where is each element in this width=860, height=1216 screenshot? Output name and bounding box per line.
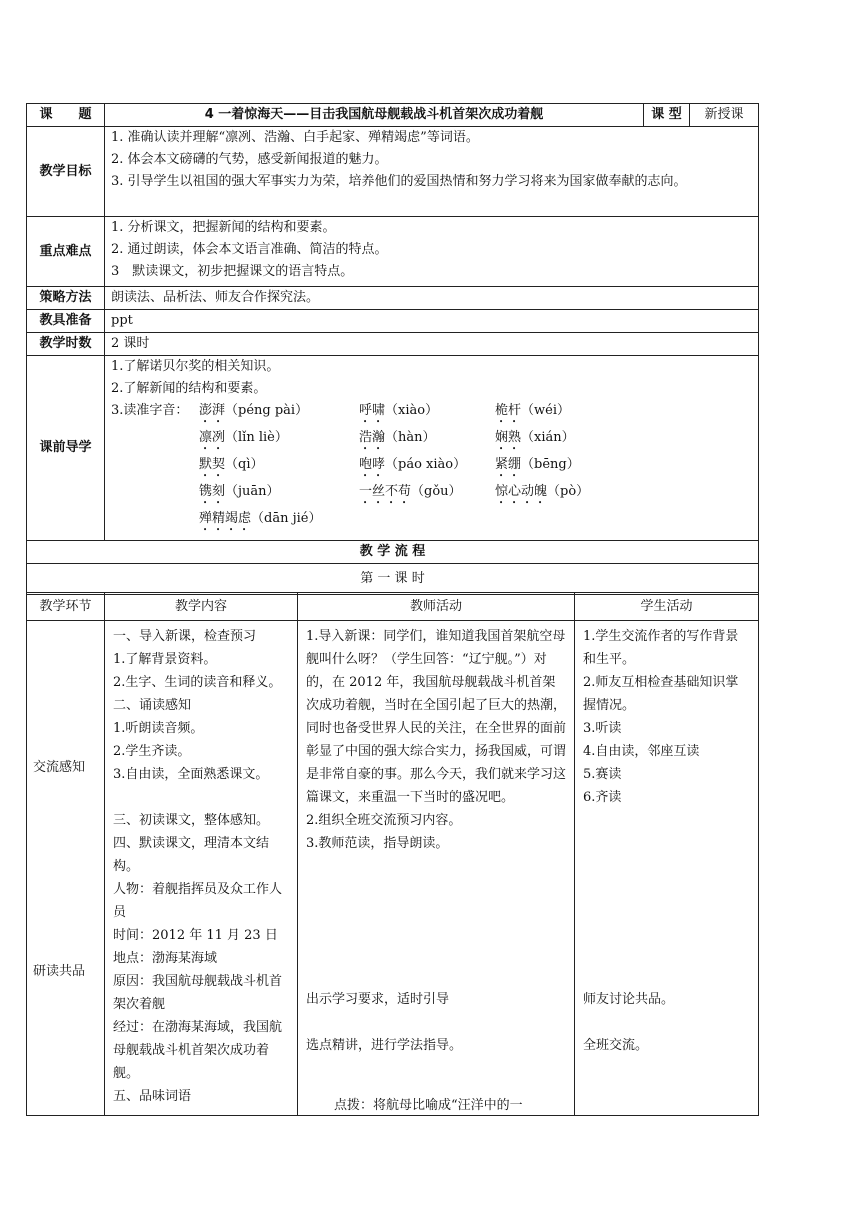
vocab-grid xyxy=(111,400,758,540)
key-label: 重点难点 xyxy=(27,217,105,287)
goal-1: 1. 准确认读并理解“凛冽、浩瀚、白手起家、殚精竭虑”等词语。 xyxy=(111,130,479,145)
header-content: 教学内容 xyxy=(105,593,298,621)
vocab-item: 镌刻（juān） xyxy=(199,484,280,499)
teacher-activity-2: 出示学习要求，适时引导 xyxy=(306,992,450,1007)
lesson-info-table xyxy=(26,103,759,595)
vocab-item: 殚精竭虑（dān jié） xyxy=(199,511,322,526)
goal-2: 2. 体会本文磅礴的气势，感受新闻报道的魅力。 xyxy=(111,152,388,167)
teaching-flow-table xyxy=(26,592,759,1116)
student-cell xyxy=(575,621,759,1116)
teacher-activity-3: 选点精讲，进行学法指导。 xyxy=(306,1038,463,1053)
vocab-item: 默契（qì） xyxy=(199,457,264,472)
preview-label: 课前导学 xyxy=(27,356,105,541)
preview-item-1: 1.了解诺贝尔奖的相关知识。 xyxy=(111,359,280,374)
header-stage: 教学环节 xyxy=(27,593,105,621)
header-teacher: 教师活动 xyxy=(298,593,575,621)
teacher-cell xyxy=(298,621,575,1116)
course-label: 课 题 xyxy=(27,104,105,127)
period-title: 第 一 课 时 xyxy=(27,564,759,595)
key-point-2: 2. 通过朗读，体会本文语言准确、简洁的特点。 xyxy=(111,242,388,257)
vocab-item: 惊心动魄（pò） xyxy=(495,484,590,499)
goals-cell xyxy=(105,127,759,217)
hours-value: 2 课时 xyxy=(105,333,759,356)
key-point-3: 3 默读课文，初步把握课文的语言特点。 xyxy=(111,264,354,279)
header-student: 学生活动 xyxy=(575,593,759,621)
key-cell xyxy=(105,217,759,287)
vocab-intro: 3.读准字音： xyxy=(111,403,189,418)
vocab-item: 娴熟（xián） xyxy=(495,430,575,445)
student-activity-2: 师友讨论共品。 xyxy=(583,992,675,1007)
key-point-1: 1. 分析课文，把握新闻的结构和要素。 xyxy=(111,220,336,235)
stage-2: 研读共品 xyxy=(33,964,86,979)
preview-item-2: 2.了解新闻的结构和要素。 xyxy=(111,381,267,396)
vocab-item: 凛冽（lǐn liè） xyxy=(199,430,288,445)
type-label: 课 型 xyxy=(644,104,690,127)
teacher-activity-1: 1.导入新课：同学们，谁知道我国首架航空母舰叫什么呀？（学生回答：“辽宁舰。”）对的，在 2012 年，我国航母舰载战斗机首架次成功着舰，当时在全国引起了巨大的热潮，同时也备受世界人民的关注，在全世界的面前彰显了中国的强大综合实力，扬我国威，可谓是非常自豪的事。那么今天，我们就来学习这篇课文，来重温一下当时的盛况吧。 2.组织全班交流预习内容。 3.教师范读，指导朗读。 xyxy=(306,629,567,851)
flow-title: 教 学 流 程 xyxy=(27,541,759,564)
content-cell xyxy=(105,621,298,1116)
course-title: 4 一着惊海天——目击我国航母舰载战斗机首架次成功着舰 xyxy=(105,104,644,127)
vocab-item: 澎湃（péng pài） xyxy=(199,403,309,418)
vocab-item: 紧绷（bēng） xyxy=(495,457,580,472)
goals-label: 教学目标 xyxy=(27,127,105,217)
hours-label: 教学时数 xyxy=(27,333,105,356)
stage-cell xyxy=(27,621,105,1116)
content-text: 一、导入新课，检查预习 1.了解背景资料。 2.生字、生词的读音和释义。 二、诵读感知 1.听朗读音频。 2.学生齐读。 3.自由读，全面熟悉课文。 三、初读课文，整体感知。 四、默读课文，理清本文结构。 人物：着舰指挥员及众工作人员 时间：2012 年 11 月 23 日 地点：渤海某海域 原因：我国航母舰载战斗机首架次着舰 经过：在渤海某海域，我国航母舰载战斗机首架次成功着舰。 五、品味词语 xyxy=(113,629,283,1104)
vocab-item: 呼啸（xiào） xyxy=(359,403,439,418)
tools-label: 教具准备 xyxy=(27,310,105,333)
vocab-item: 一丝不苟（gǒu） xyxy=(359,484,462,499)
strategy-value: 朗读法、品析法、师友合作探究法。 xyxy=(105,287,759,310)
goal-3: 3. 引导学生以祖国的强大军事实力为荣，培养他们的爱国热情和努力学习将来为国家做奉献的志向。 xyxy=(111,174,687,189)
tools-value: ppt xyxy=(105,310,759,333)
preview-cell xyxy=(105,356,759,541)
vocab-item: 桅杆（wéi） xyxy=(495,403,570,418)
student-activity-1: 1.学生交流作者的写作背景和生平。 2.师友互相检查基础知识掌握情况。 3.听读 4.自由读，邻座互读 5.赛读 6.齐读 xyxy=(583,629,739,805)
stage-1: 交流感知 xyxy=(33,760,86,775)
student-activity-3: 全班交流。 xyxy=(583,1038,649,1053)
strategy-label: 策略方法 xyxy=(27,287,105,310)
teacher-activity-4: 点拨：将航母比喻成“汪洋中的一 xyxy=(334,1098,523,1113)
type-value: 新授课 xyxy=(690,104,759,127)
vocab-item: 咆哮（páo xiào） xyxy=(359,457,467,472)
vocab-item: 浩瀚（hàn） xyxy=(359,430,436,445)
